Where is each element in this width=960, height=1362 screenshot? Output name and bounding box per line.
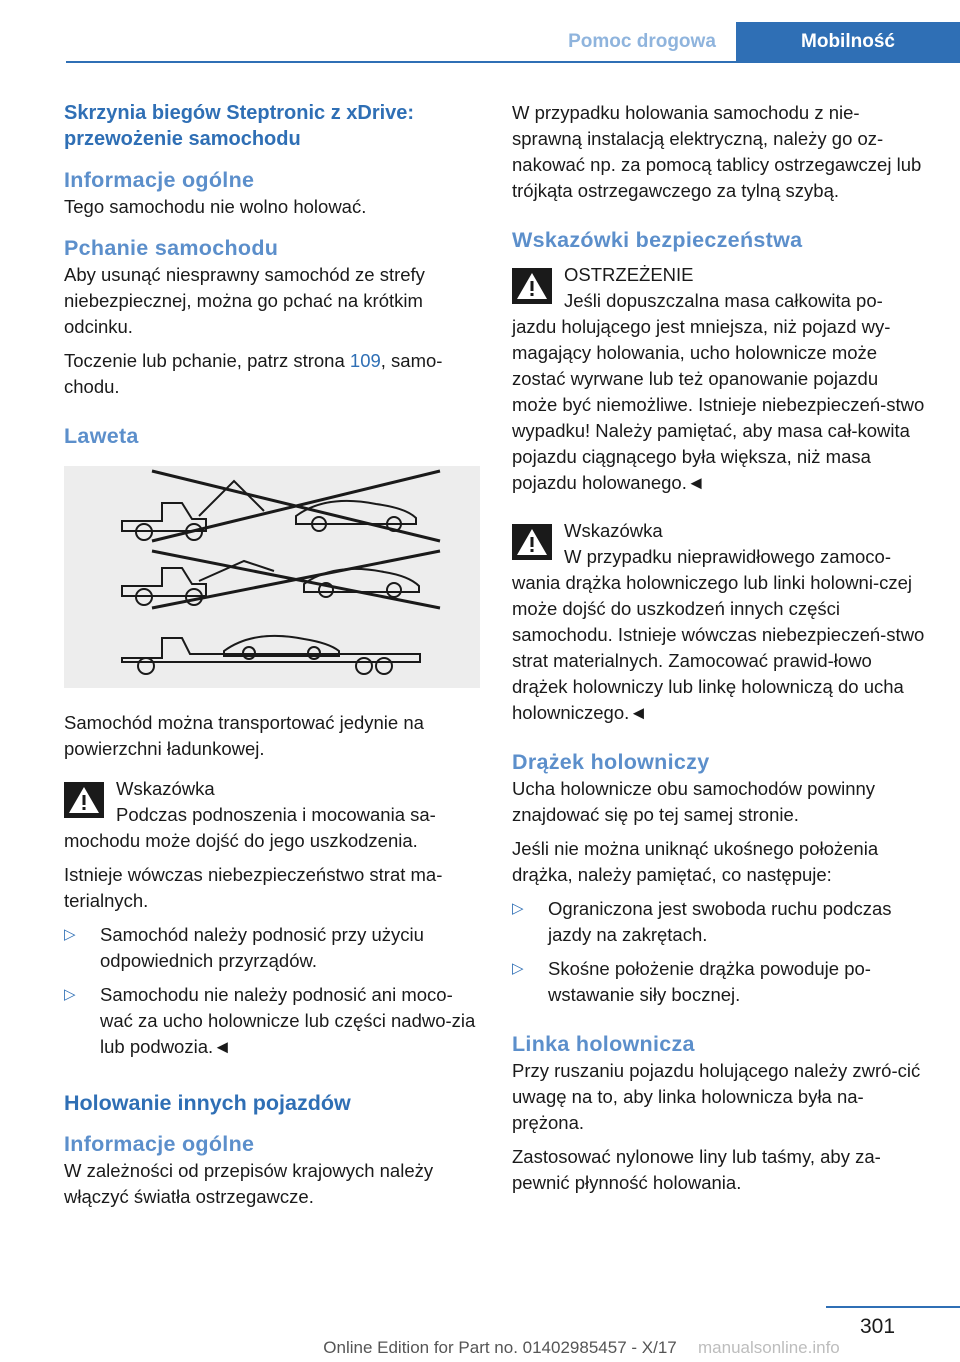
paragraph-hazard-lights: W zależności od przepisów krajowych należy włączyć światła ostrzegawcze. <box>64 1160 434 1207</box>
heading-pushing: Pchanie samochodu <box>64 236 279 260</box>
warning-note-hint <box>512 518 926 726</box>
warning-triangle-icon <box>64 782 104 818</box>
warning-text: Jeśli dopuszczalna masa całkowita po-jazdu holującego jest mniejsza, niż pojazd wy-magający holowania, ucho holownicze może zostać wyrwane lub też opanowanie pojazdu może być niemożliwe. Istnieje niebezpieczeń-stwo wypadku! Należy pamiętać, aby masa cał-kowita pojazdu ciągnącego była większa, niż masa pojazdu holowanego.◄ <box>512 290 925 493</box>
paragraph-rolling: Toczenie lub pchanie, patrz strona 109, samo-chodu. <box>64 350 443 397</box>
section-tab-mobilnosc[interactable]: Mobilność <box>736 22 960 62</box>
heading-tow-bar: Drążek holowniczy <box>512 750 710 774</box>
warning-triangle-icon <box>512 524 552 560</box>
page-link[interactable]: 109 <box>349 350 381 371</box>
section-tab-pomoc-drogowa[interactable]: Pomoc drogowa <box>568 31 716 52</box>
header-rule <box>66 61 960 63</box>
paragraph-tow-rope-2: Zastosować nylonowe liny lub taśmy, aby za-pewnić płynność holowania. <box>512 1146 881 1193</box>
warning-text: W przypadku nieprawidłowego zamoco-wania drążka holowniczego lub linki holowni-czej może dojść do uszkodzeń innych części samochodu. Istnieje wówczas niebezpieczeń-stwo strat materialnych. Zamocować prawid-łowo drążek holowniczy lub linkę holowniczą do ucha holowniczego.◄ <box>512 546 925 723</box>
heading-tow-rope: Linka holownicza <box>512 1032 695 1056</box>
page-number: 301 <box>860 1315 896 1338</box>
footer-rule <box>826 1306 960 1308</box>
paragraph-tow-rope-1: Przy ruszaniu pojazdu holującego należy zwró-cić uwagę na to, aby linka holownicza była na-prężona. <box>512 1060 921 1133</box>
truck-1 <box>122 503 206 531</box>
watermark: manualsonline.info <box>698 1338 840 1357</box>
warning-note <box>64 776 480 854</box>
right-column <box>512 100 926 1196</box>
warning-title: OSTRZEŻENIE <box>564 264 694 285</box>
bullet-triangle-icon: ▷ <box>64 986 76 1003</box>
edition-line: Online Edition for Part no. 01402985457 - X/17 <box>323 1338 677 1357</box>
warning-title: Wskazówka <box>116 778 215 799</box>
heading-tow-other: Holowanie innych pojazdów <box>64 1091 351 1115</box>
list-item: ▷ Ograniczona jest swoboda ruchu podczas jazdy na zakrętach. <box>512 898 892 945</box>
paragraph-tow-bar-1: Ucha holownicze obu samochodów powinny znajdować się po tej samej stronie. <box>512 778 876 825</box>
list-item: ▷ Samochodu nie należy podnosić ani moco-wać za ucho holownicze lub części nadwo-zia lub podwozia.◄ <box>64 984 476 1057</box>
truck-2 <box>122 568 206 596</box>
warning-triangle-icon <box>512 268 552 304</box>
paragraph-electrical: W przypadku holowania samochodu z nie-sprawną instalacją elektryczną, należy go oz-nakować np. za pomocą tablicy ostrzegawczej lub trójkąta ostrzegawczego za tylną szybą. <box>512 102 922 201</box>
car-3 <box>224 636 339 656</box>
heading-steptronic: Skrzynia biegów Steptronic z xDrive: przewożenie samochodu <box>64 102 415 150</box>
truck-3 <box>122 638 420 662</box>
heading-info-general: Informacje ogólne <box>64 168 255 192</box>
heading-safety: Wskazówki bezpieczeństwa <box>512 228 803 252</box>
paragraph-no-towing: Tego samochodu nie wolno holować. <box>64 196 367 217</box>
towing-diagram-svg <box>64 466 480 688</box>
paragraph-risk: Istnieje wówczas niebezpieczeństwo strat ma-terialnych. <box>64 864 443 911</box>
left-column <box>64 100 480 1210</box>
list-item: ▷ Skośne położenie drążka powoduje po-wstawanie siły bocznej. <box>512 958 871 1005</box>
paragraph-pushing: Aby usunąć niesprawny samochód ze strefy niebezpiecznej, można go pchać na krótkim odcinku. <box>64 264 425 337</box>
bullet-triangle-icon: ▷ <box>64 926 76 943</box>
warning-title: Wskazówka <box>564 520 663 541</box>
warning-text: Podczas podnoszenia i mocowania sa-mochodu może dojść do jego uszkodzenia. <box>64 804 436 851</box>
page-header <box>0 22 960 62</box>
heading-info-general-2: Informacje ogólne <box>64 1132 255 1156</box>
warning-note-danger <box>512 262 926 496</box>
towing-illustration <box>64 466 480 688</box>
paragraph-tow-bar-2: Jeśli nie można uniknąć ukośnego położenia drążka, należy pamiętać, co następuje: <box>512 838 879 885</box>
list-item: ▷ Samochód należy podnosić przy użyciu odpowiednich przyrządów. <box>64 924 424 971</box>
heading-laweta: Laweta <box>64 424 139 448</box>
bullet-triangle-icon: ▷ <box>512 960 524 977</box>
paragraph-transport: Samochód można transportować jedynie na powierzchni ładunkowej. <box>64 712 424 759</box>
bullet-triangle-icon: ▷ <box>512 900 524 917</box>
